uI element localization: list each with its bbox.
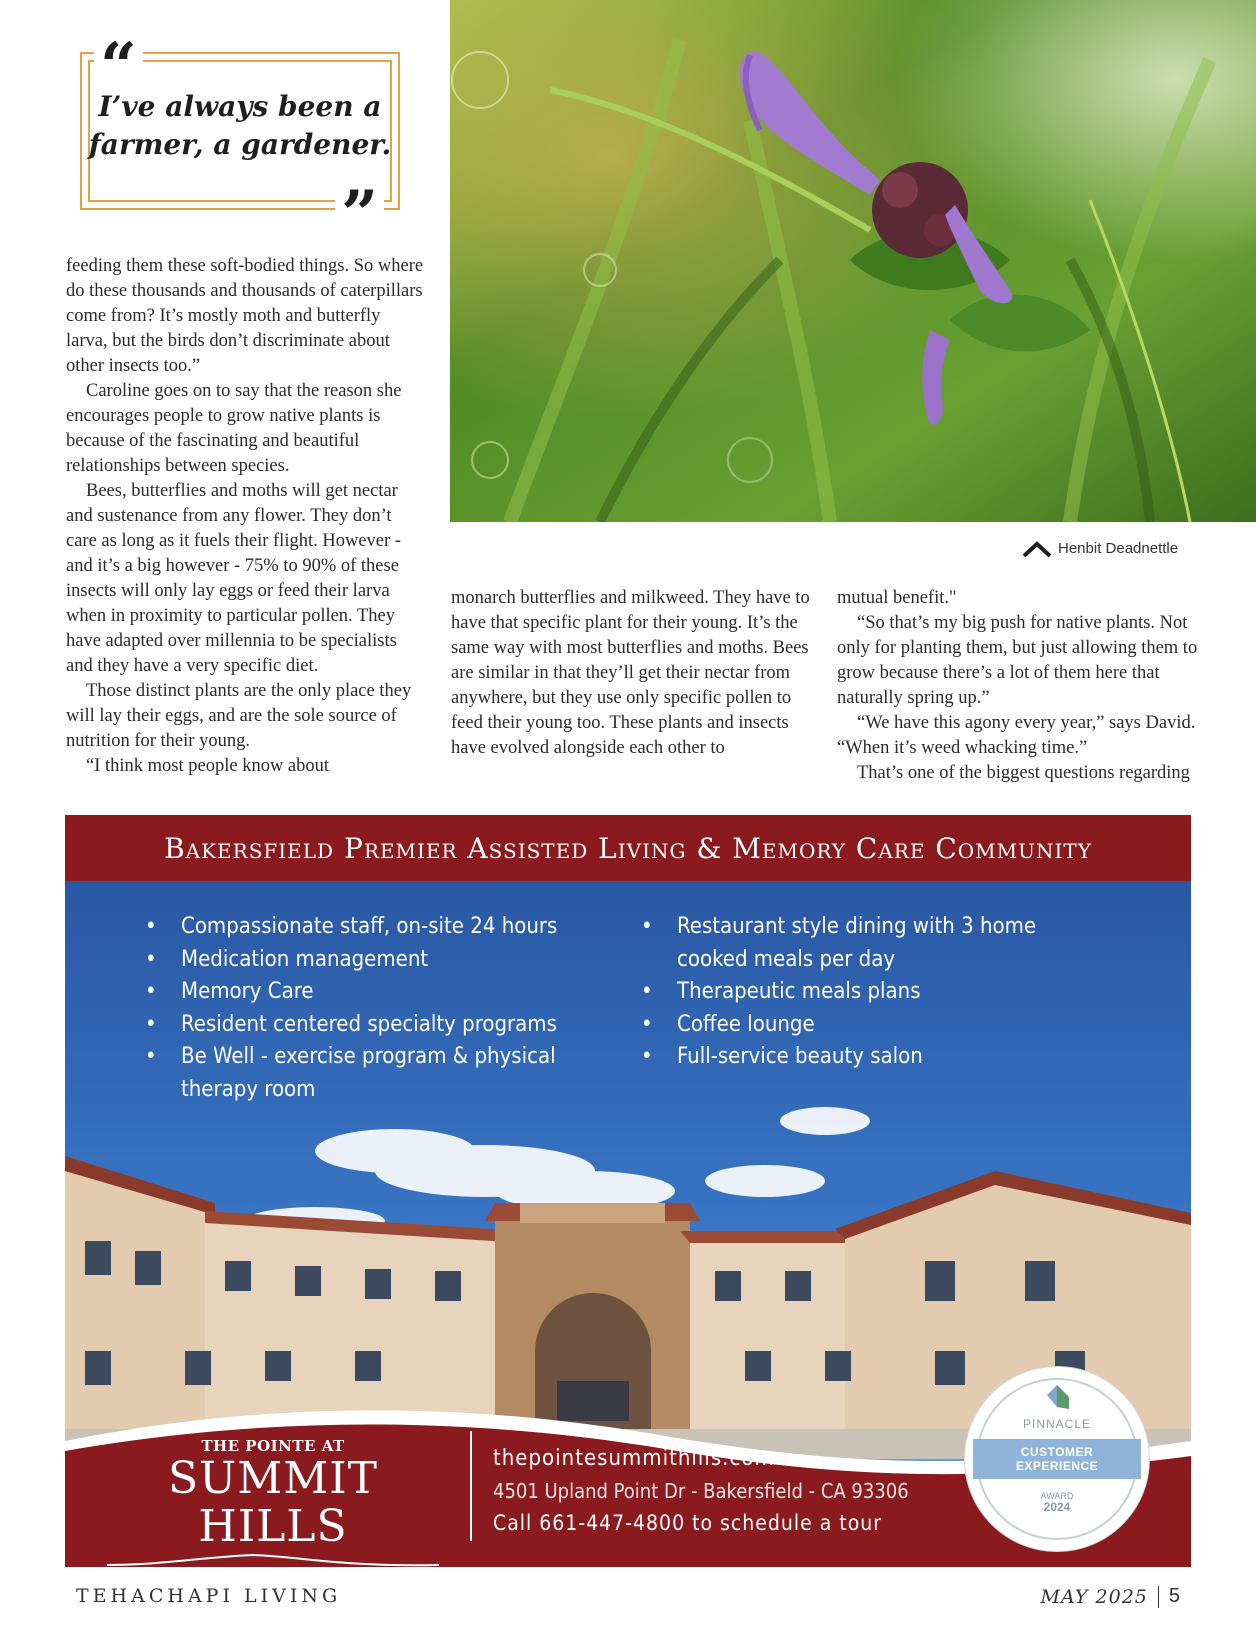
badge-line-1: CUSTOMER <box>1020 1445 1094 1459</box>
flower-photo <box>450 0 1256 522</box>
badge-year: 2024 <box>1043 1500 1071 1514</box>
pull-quote-line-2: farmer, a gardener. <box>88 128 392 161</box>
paragraph: Those distinct plants are the only place they will lay their eggs, and are the sole source of nutrition for their young. <box>66 681 412 751</box>
publication-name: TEHACHAPI LIVING <box>76 1585 342 1607</box>
feature-item: • Resident centered specialty programs <box>145 1009 565 1042</box>
ad-header-bar <box>65 815 1191 881</box>
article-column-1 <box>66 254 426 779</box>
feature-item: • Be Well - exercise program & physical therapy room <box>145 1041 565 1106</box>
page-number: 5 <box>1168 1585 1180 1607</box>
issue-date: MAY 2025 <box>1040 1585 1148 1608</box>
feature-item: • Coffee lounge <box>641 1009 1101 1042</box>
footer-page-info <box>1041 1585 1180 1608</box>
article-column-3 <box>837 586 1202 786</box>
paragraph: Bees, butterflies and moths will get nectar and sustenance from any flower. They don’t care as long as it fuels their flight. However - and it’s a big however - 75% to 90% of these insects will only lay eggs or feed their larva when in proximity to particular pollen. They have adapted over millennia to be specialists and they have a very specific diet. <box>66 481 401 676</box>
article-column-2 <box>451 586 816 761</box>
pinnacle-award-badge <box>965 1367 1149 1551</box>
badge-award-label: AWARD <box>1040 1491 1074 1501</box>
henbit-flower-illustration <box>450 0 1256 522</box>
feature-item: • Medication management <box>145 944 565 977</box>
summit-hills-advertisement <box>65 815 1191 1567</box>
feature-item: • Memory Care <box>145 976 565 1009</box>
feature-item: • Therapeutic meals plans <box>641 976 1101 1009</box>
badge-ribbon <box>973 1439 1141 1479</box>
paragraph: Caroline goes on to say that the reason she encourages people to grow native plants is because of the fascinating and beautiful relationships between species. <box>66 381 402 476</box>
ad-contact-info <box>493 1443 909 1539</box>
paragraph: “I think most people know about <box>86 756 330 776</box>
badge-line-2: EXPERIENCE <box>1015 1459 1099 1473</box>
mountain-line-icon <box>103 1551 443 1567</box>
summit-hills-logo <box>93 1437 453 1567</box>
pull-quote-line-1: I’ve always been a <box>98 90 382 123</box>
feature-item: • Full-service beauty salon <box>641 1041 1101 1074</box>
pull-quote <box>80 29 400 252</box>
caption-text: Henbit Deadnettle <box>1058 540 1179 557</box>
paragraph: “So that’s my big push for native plants. Not only for planting them, but just allowing them to grow because there’s a lot of them here that naturally spring up.” <box>837 613 1198 708</box>
paragraph: feeding them these soft-bodied things. So where do these thousands and thousands of caterpillars come from? It’s mostly moth and butterfly larva, but the birds don’t discriminate about other insects too.” <box>66 256 424 376</box>
ad-title: Bakersfield Premier Assisted Living & Memory Care Community <box>164 831 1092 865</box>
badge-brand: PINNACLE <box>1022 1417 1092 1431</box>
features-list-right <box>641 911 1101 1074</box>
feature-item: • Restaurant style dining with 3 home cooked meals per day <box>641 911 1101 976</box>
ad-website[interactable]: thepointesummithills.com <box>493 1446 775 1471</box>
caret-up-icon <box>1022 541 1052 557</box>
open-quote-mark: “ <box>94 42 143 88</box>
feature-item: • Compassionate staff, on-site 24 hours <box>145 911 565 944</box>
logo-small-text: THE POINTE AT <box>201 1437 345 1455</box>
photo-caption <box>1022 540 1178 557</box>
logo-big-text: SUMMIT HILLS <box>167 1453 379 1552</box>
ad-address: 4501 Upland Point Dr - Bakersfield - CA 93306 <box>493 1479 909 1503</box>
ad-divider <box>470 1431 472 1541</box>
paragraph: mutual benefit." <box>837 588 957 608</box>
features-list-left <box>145 911 565 1106</box>
close-quote-mark: ” <box>335 190 384 236</box>
paragraph: monarch butterflies and milkweed. They have to have that specific plant for their young. It’s the same way with most butterflies and moths. Bees are similar in that they’ll get their nectar from anywhere, but they use only specific pollen to feed their young too. These plants and insects have evolved alongside each other to <box>451 588 810 758</box>
paragraph: “We have this agony every year,” says David. “When it’s weed whacking time.” <box>837 713 1196 758</box>
paragraph: That’s one of the biggest questions regarding <box>857 763 1190 783</box>
footer-separator <box>1158 1586 1159 1608</box>
badge-award <box>965 1491 1149 1513</box>
ad-phone-call: Call 661-447-4800 to schedule a tour <box>493 1511 883 1535</box>
pull-quote-text <box>80 88 400 164</box>
